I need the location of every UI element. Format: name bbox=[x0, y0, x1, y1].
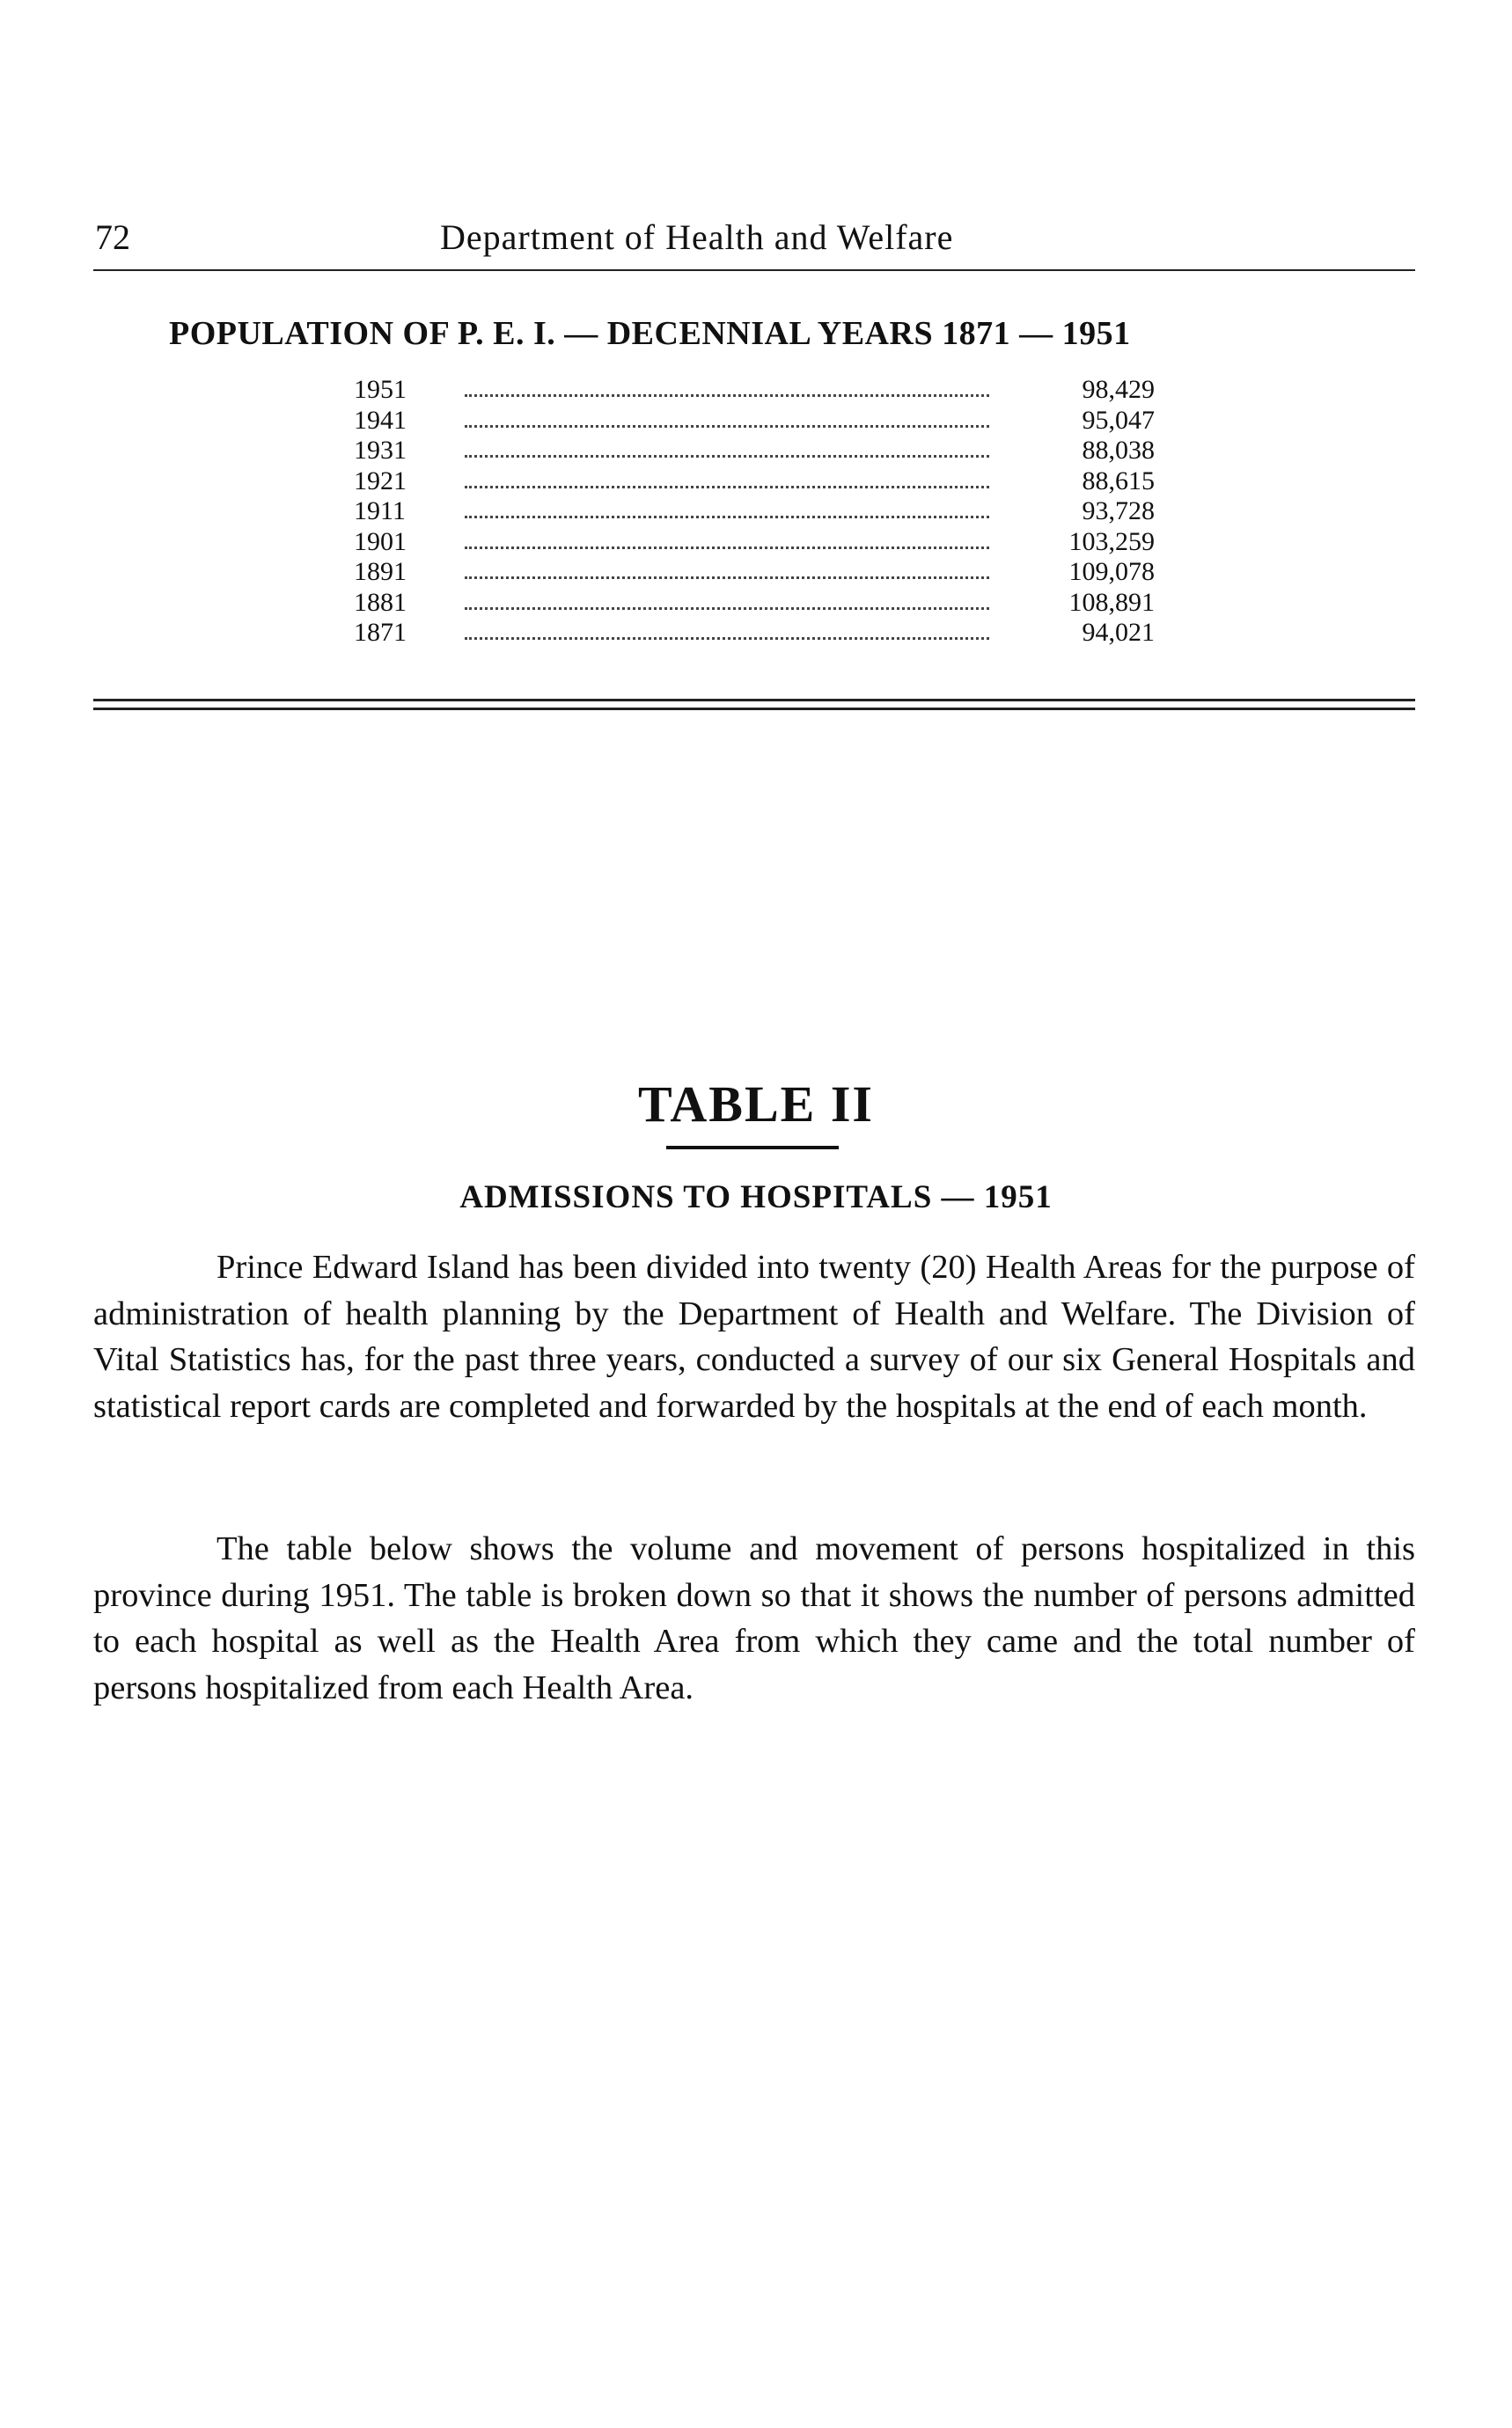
section-divider-rule bbox=[93, 699, 1415, 701]
population-value: 88,038 bbox=[1082, 436, 1155, 465]
population-row bbox=[354, 436, 1155, 466]
body-paragraph: The table below shows the volume and movement of persons hospitalized in this province during 1951. The table is broken down so that it shows the number of persons admitted to each hospital as well as the Health Area from which they came and the total number of persons hospitalized from each Health Area. bbox=[93, 1530, 1415, 1706]
population-value: 103,259 bbox=[1068, 526, 1155, 556]
population-value: 109,078 bbox=[1068, 557, 1155, 586]
population-year: 1951 bbox=[354, 375, 407, 404]
population-value: 98,429 bbox=[1082, 375, 1155, 404]
population-year: 1881 bbox=[354, 587, 407, 617]
population-year: 1871 bbox=[354, 618, 407, 647]
table-heading: TABLE II bbox=[638, 1075, 874, 1133]
population-row bbox=[354, 557, 1155, 588]
population-table-title: POPULATION OF P. E. I. — DECENNIAL YEARS 1871 — 1951 bbox=[169, 315, 1131, 352]
population-year: 1891 bbox=[354, 557, 407, 586]
dot-leader bbox=[465, 516, 989, 518]
population-row bbox=[354, 588, 1155, 619]
population-row bbox=[354, 466, 1155, 497]
population-year: 1921 bbox=[354, 466, 407, 495]
population-year: 1911 bbox=[354, 496, 406, 525]
population-value: 88,615 bbox=[1082, 466, 1155, 495]
body-paragraph: Prince Edward Island has been divided into twenty (20) Health Areas for the purpose of administration of health planning by the Department of Health and Welfare. The Division of Vital Statistics has, for the past three years, conducted a survey of our six General Hospitals and statistical report cards are completed and forwarded by the hospitals at the end of each month. bbox=[93, 1249, 1415, 1425]
dot-leader bbox=[465, 576, 989, 579]
population-row bbox=[354, 375, 1155, 406]
population-value: 95,047 bbox=[1082, 405, 1155, 435]
population-row bbox=[354, 618, 1155, 649]
population-value: 108,891 bbox=[1068, 587, 1155, 617]
page-number: 72 bbox=[95, 217, 130, 257]
population-row bbox=[354, 496, 1155, 527]
population-table bbox=[354, 375, 1155, 649]
population-row bbox=[354, 406, 1155, 436]
running-head: Department of Health and Welfare bbox=[440, 217, 954, 257]
dot-leader bbox=[465, 637, 989, 640]
heading-underline bbox=[666, 1146, 839, 1149]
dot-leader bbox=[465, 607, 989, 610]
population-year: 1931 bbox=[354, 436, 407, 465]
population-value: 94,021 bbox=[1082, 618, 1155, 647]
table-subheading: ADMISSIONS TO HOSPITALS — 1951 bbox=[459, 1179, 1053, 1215]
section-divider-rule bbox=[93, 708, 1415, 710]
dot-leader bbox=[465, 455, 989, 458]
population-year: 1941 bbox=[354, 405, 407, 435]
header-rule bbox=[93, 269, 1415, 271]
dot-leader bbox=[465, 546, 989, 549]
population-row bbox=[354, 527, 1155, 558]
population-value: 93,728 bbox=[1082, 496, 1155, 525]
dot-leader bbox=[465, 394, 989, 397]
dot-leader bbox=[465, 486, 989, 488]
population-year: 1901 bbox=[354, 526, 407, 556]
dot-leader bbox=[465, 425, 989, 428]
